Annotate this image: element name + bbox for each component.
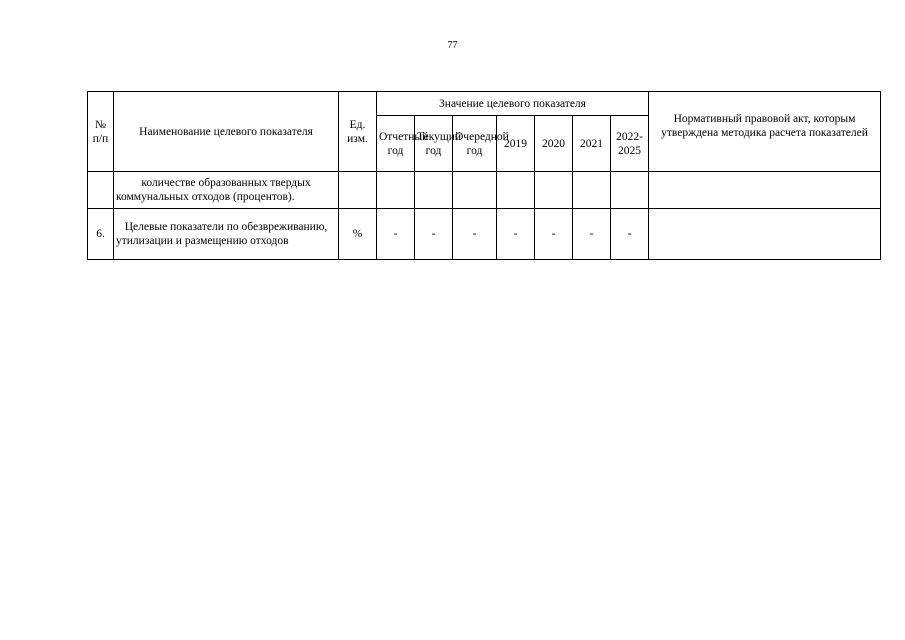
row-value: -	[573, 209, 611, 260]
header-2019: 2019	[497, 116, 535, 172]
row-name: количестве образованных твердых коммунальных отходов (процентов).	[114, 172, 339, 209]
row-value: -	[377, 209, 415, 260]
row-value	[453, 172, 497, 209]
header-2022-2025: 2022-2025	[611, 116, 649, 172]
header-values-group: Значение целевого показателя	[377, 92, 649, 116]
target-indicators-table	[87, 91, 881, 260]
header-2021: 2021	[573, 116, 611, 172]
header-legal-act: Нормативный правовой акт, которым утверждена методика расчета показателей	[649, 92, 881, 172]
row-legal-act	[649, 172, 881, 209]
row-value	[573, 172, 611, 209]
table-row	[88, 209, 881, 260]
row-value	[377, 172, 415, 209]
row-unit: %	[339, 209, 377, 260]
row-num: 6.	[88, 209, 114, 260]
table-row	[88, 172, 881, 209]
row-value	[535, 172, 573, 209]
header-name: Наименование целевого показателя	[114, 92, 339, 172]
row-value	[611, 172, 649, 209]
row-value: -	[453, 209, 497, 260]
row-value	[415, 172, 453, 209]
row-legal-act	[649, 209, 881, 260]
row-unit	[339, 172, 377, 209]
header-report-year: Отчетный год	[377, 116, 415, 172]
row-value: -	[497, 209, 535, 260]
row-name: Целевые показатели по обезвреживанию, утилизации и размещению отходов	[114, 209, 339, 260]
row-num	[88, 172, 114, 209]
header-unit: Ед. изм.	[339, 92, 377, 172]
header-current-year: Текущий год	[415, 116, 453, 172]
row-value	[497, 172, 535, 209]
page-number: 77	[447, 40, 458, 51]
header-next-year: Очередной год	[453, 116, 497, 172]
row-value: -	[611, 209, 649, 260]
header-num: № п/п	[88, 92, 114, 172]
row-value: -	[535, 209, 573, 260]
row-value: -	[415, 209, 453, 260]
header-2020: 2020	[535, 116, 573, 172]
